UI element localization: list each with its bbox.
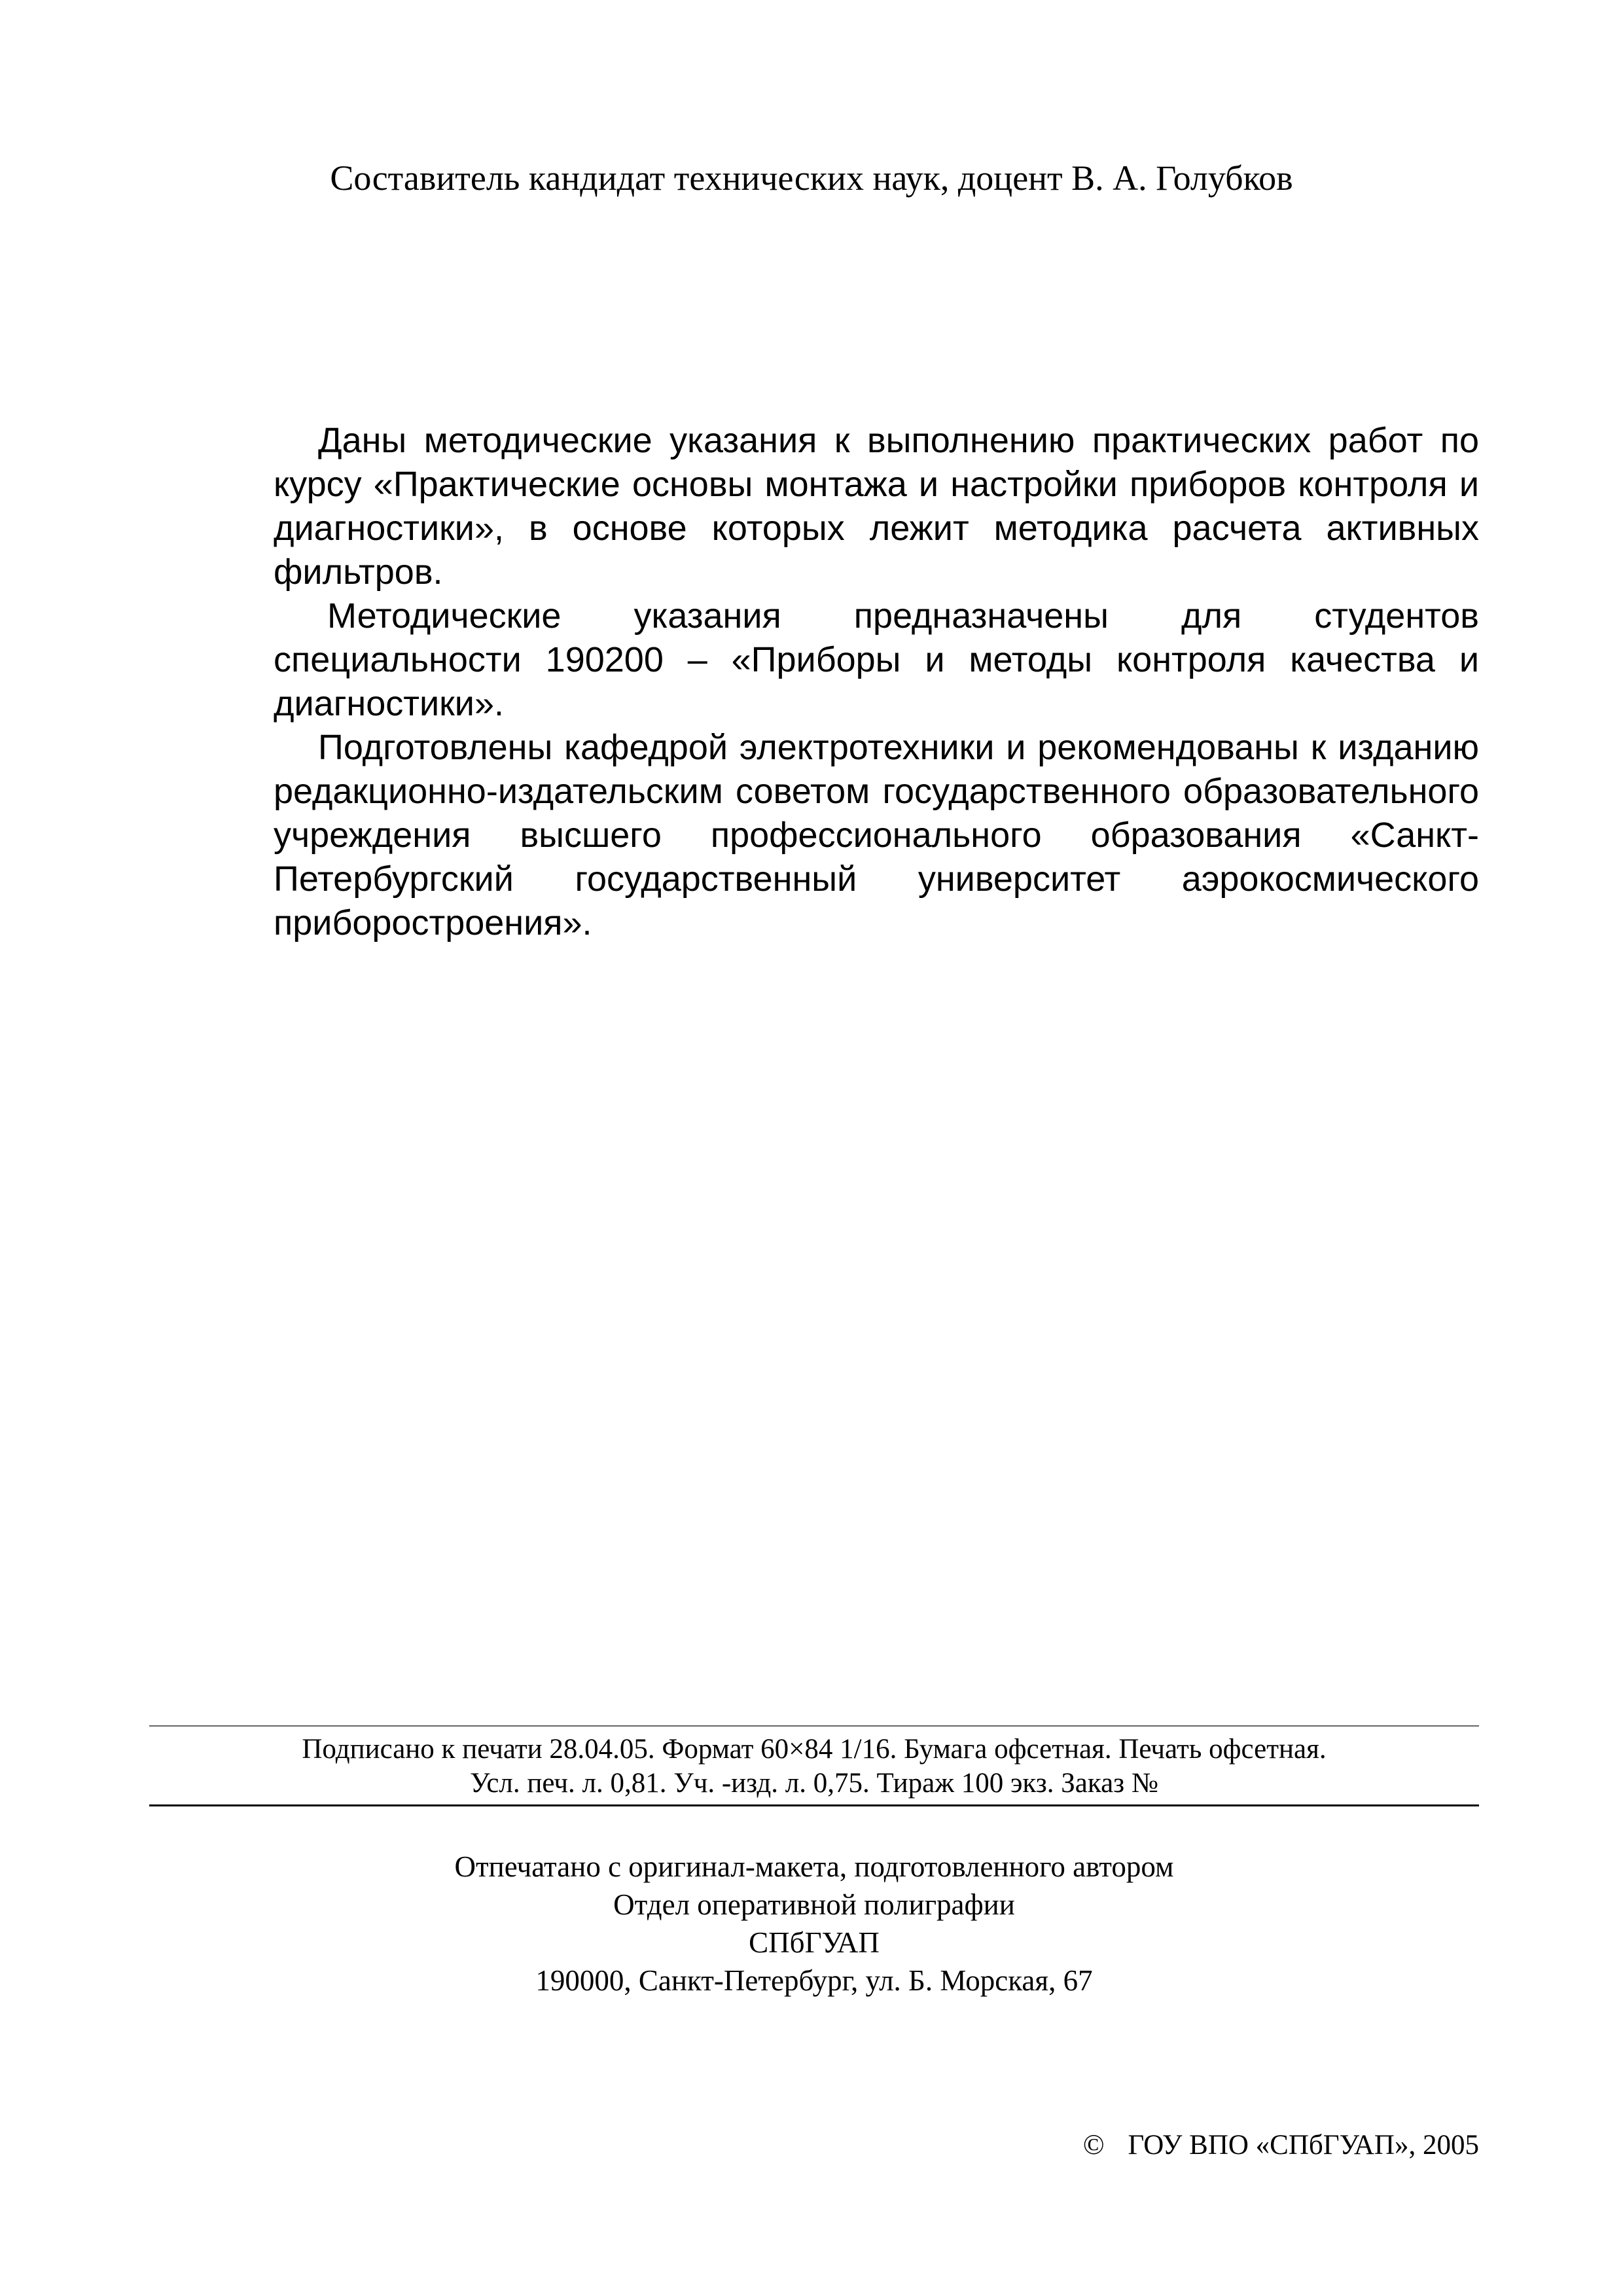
print-info-line-2: Усл. печ. л. 0,81. Уч. -изд. л. 0,75. Тираж 100 экз. Заказ № <box>470 1768 1158 1799</box>
annotation-paragraph-2: Методические указания предназначены для студентов специальности 190200 – «Приборы и методы контроля качества и диагностики». <box>274 596 1479 723</box>
print-info-block <box>149 1732 1479 1801</box>
printed-by-line-4: 190000, Санкт-Петербург, ул. Б. Морская, 67 <box>535 1964 1093 1997</box>
printed-by-line-3: СПбГУАП <box>749 1926 880 1959</box>
annotation-paragraph-3: Подготовлены кафедрой электротехники и рекомендованы к изданию редакционно-издательским советом государственного образовательного учреждения высшего профессионального образования «Санкт-Петербургский государственный университет аэрокосмического приборостроения». <box>274 728 1479 942</box>
annotation-paragraph-1: Даны методические указания к выполнению практических работ по курсу «Практические основы монтажа и настройки приборов контроля и диагностики», в основе которых лежит методика расчета активных фильтров. <box>274 421 1479 592</box>
printed-by-line-2: Отдел оперативной полиграфии <box>613 1888 1015 1921</box>
print-info-line-1: Подписано к печати 28.04.05. Формат 60×84 1/16. Бумага офсетная. Печать офсетная. <box>302 1734 1327 1765</box>
copyright-line <box>1083 2128 1479 2162</box>
printed-by-block <box>149 1848 1479 2000</box>
copyright-text: ГОУ ВПО «СПбГУАП», 2005 <box>1128 2130 1479 2161</box>
print-info-bottom-rule <box>149 1804 1479 1806</box>
print-info-top-rule <box>149 1725 1479 1727</box>
copyright-symbol: © <box>1082 2130 1105 2161</box>
printed-by-line-1: Отпечатано с оригинал-макета, подготовленного автором <box>454 1850 1174 1883</box>
annotation-block <box>274 419 1479 945</box>
compiler-line: Составитель кандидат технических наук, доцент В. А. Голубков <box>330 158 1293 198</box>
